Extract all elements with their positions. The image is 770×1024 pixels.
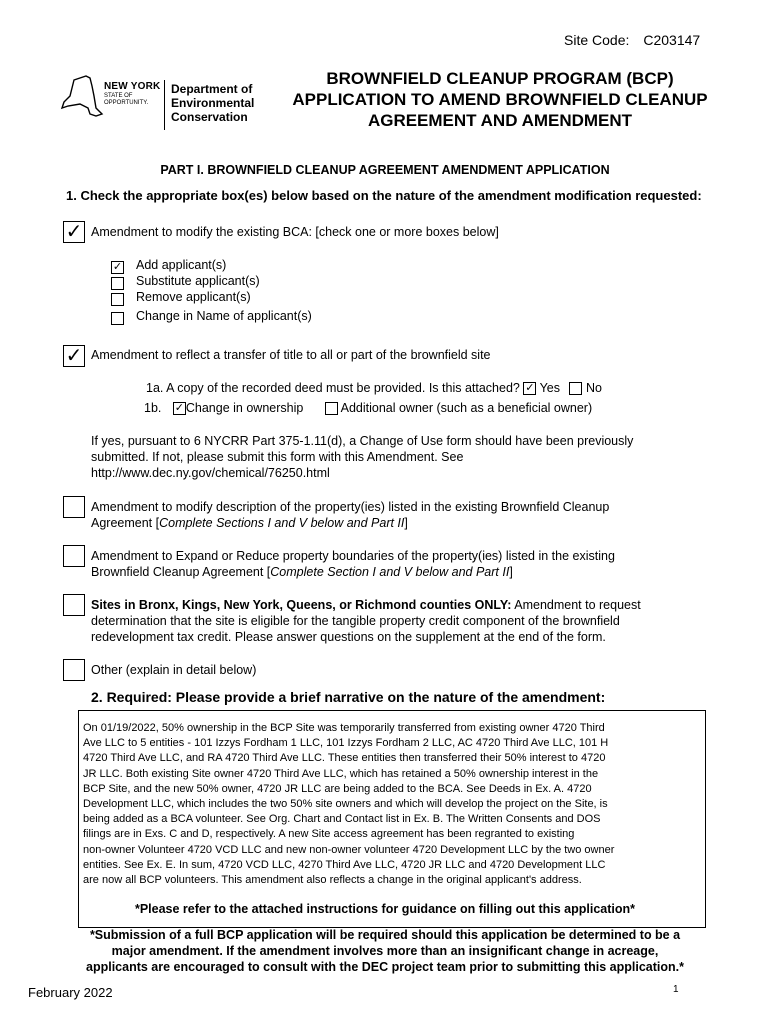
transfer-title-checkbox[interactable] [63, 345, 85, 367]
checkmark-icon: ✓ [65, 345, 83, 367]
part-heading: PART I. BROWNFIELD CLEANUP AGREEMENT AMENDMENT APPLICATION [160, 163, 610, 177]
narrative-line: non-owner Volunteer 4720 VCD LLC and new non-owner volunteer 4720 Development LLC by the two owner [83, 843, 615, 856]
additional-owner-checkbox[interactable] [325, 402, 338, 415]
logo-state-tagline: STATE OF OPPORTUNITY. [104, 93, 149, 106]
change-ownership-checkbox[interactable]: ✓ [174, 402, 184, 415]
narrative-line: filings are in Exs. C and D, respectively. A new Site access agreement has been regranted to existing [83, 828, 575, 841]
narrative-line: BCP Site, and the new 50% owner, 4720 JR LLC are being added to the BCA. See Deeds in Ex. A. 4720 [83, 782, 592, 795]
other-label: Other (explain in detail below) [91, 663, 257, 677]
narrative-line: Ave LLC to 5 entities - 101 Izzys Fordham 1 LLC, 101 Izzys Fordham 2 LLC, AC 4720 Third Ave LLC, 101 H [83, 737, 609, 750]
add-applicant-label: Add applicant(s) [136, 258, 227, 272]
additional-owner-label: Additional owner (such as a beneficial owner) [340, 401, 593, 415]
logo-department-name: Department of Environmental Conservation [171, 82, 255, 124]
narrative-line: On 01/19/2022, 50% ownership in the BCP Site was temporarily transferred from existing owner 4720 Third [83, 722, 605, 734]
narrative-text [83, 721, 701, 888]
modify-description-checkbox[interactable] [63, 496, 85, 518]
deed-attached-yes-checkbox[interactable]: ✓ [525, 382, 535, 395]
nyc-sites-label: Sites in Bronx, Kings, New York, Queens, or Richmond counties ONLY: Amendment to request determination that the site is eligible for the tangible property credit component of the brownfield redevelopment tax credit. Please answer questions on the supplement at the end of the form. [91, 598, 641, 644]
remove-applicant-label: Remove applicant(s) [136, 290, 251, 304]
narrative-line: are now all BCP volunteers. This amendment also reflects a change in the original applicant's address. [83, 874, 582, 887]
change-ownership-label: Change in ownership [185, 401, 304, 415]
modify-bca-checkbox[interactable] [63, 221, 85, 243]
dec-logo [60, 74, 270, 134]
substitute-applicant-label: Substitute applicant(s) [136, 274, 260, 288]
transfer-title-label: Amendment to reflect a transfer of title to all or part of the brownfield site [91, 348, 491, 362]
change-name-checkbox[interactable] [111, 312, 124, 325]
other-checkbox[interactable] [63, 659, 85, 681]
instructions-note: *Please refer to the attached instructions for guidance on filling out this application* [134, 902, 636, 916]
narrative-line: JR LLC. Both existing Site owner 4720 Third Ave LLC, which has retained a 50% ownership interest in the [83, 767, 599, 780]
site-code-value: C203147 [643, 32, 701, 48]
submission-note: *Submission of a full BCP application will be required should this application be determined to be a major amendment. If the amendment involves more than an insignificant change in acreage, applicants are encouraged to consult with the DEC project team prior to submitting this application.* [86, 928, 684, 974]
deed-attached-no-checkbox[interactable] [569, 382, 582, 395]
expand-reduce-checkbox[interactable] [63, 545, 85, 567]
remove-applicant-checkbox[interactable] [111, 293, 124, 306]
question-2: 2. Required: Please provide a brief narrative on the nature of the amendment: [91, 689, 606, 705]
expand-reduce-label: Amendment to Expand or Reduce property boundaries of the property(ies) listed in the existing Brownfield Cleanup Agreement [Complete Section I and V below and Part II] [91, 549, 615, 579]
no-label: No [585, 381, 602, 395]
site-code [564, 32, 700, 48]
logo-state-name: NEW YORK [104, 81, 161, 92]
modify-description-label: Amendment to modify description of the property(ies) listed in the existing Brownfield Cleanup Agreement [Complete Sections I and V below and Part II] [91, 500, 610, 530]
site-code-label: Site Code: [564, 32, 630, 48]
narrative-line: 4720 Third Ave LLC, and RA 4720 Third Ave LLC. These entities then transferred their 50% interest to 4720 [83, 752, 606, 765]
checkmark-icon: ✓ [65, 221, 83, 243]
add-applicant-checkbox[interactable]: ✓ [112, 261, 123, 274]
substitute-applicant-checkbox[interactable] [111, 277, 124, 290]
change-name-label: Change in Name of applicant(s) [136, 309, 312, 323]
change-of-use-note: If yes, pursuant to 6 NYCRR Part 375-1.11(d), a Change of Use form should have been previously submitted. If not, please submit this form with this Amendment. See http://www.dec.ny.gov/chemical/76250.html [91, 434, 634, 480]
new-york-state-outline-icon [60, 74, 104, 122]
yes-label: Yes [539, 381, 560, 395]
question-1: 1. Check the appropriate box(es) below based on the nature of the amendment modification requested: [66, 188, 702, 203]
nyc-sites-checkbox[interactable] [63, 594, 85, 616]
footer-date: February 2022 [28, 985, 113, 1000]
logo-divider [164, 80, 165, 130]
page-number: 1 [673, 984, 679, 995]
question-1a: 1a. A copy of the recorded deed must be provided. Is this attached? ✓ Yes No [146, 381, 602, 395]
narrative-line: entities. See Ex. E. In sum, 4720 VCD LLC, 4270 Third Ave LLC, 4720 JR LLC and 4720 Development LLC [83, 858, 606, 871]
narrative-line: being added as a BCA volunteer. See Org. Chart and Contact list in Ex. B. The Written Consents and DOS [83, 813, 601, 826]
change-of-use-link[interactable]: http://www.dec.ny.gov/chemical/76250.html [91, 466, 330, 480]
document-title: BROWNFIELD CLEANUP PROGRAM (BCP) APPLICATION TO AMEND BROWNFIELD CLEANUP AGREEMENT AND AMENDMENT [292, 69, 708, 130]
narrative-line: Development LLC, which includes the two 50% site owners and which will develop the project on the Site, is [83, 798, 608, 811]
narrative-textarea[interactable] [78, 710, 706, 928]
modify-bca-label: Amendment to modify the existing BCA: [check one or more boxes below] [91, 225, 499, 239]
question-1b: 1b. ✓ Change in ownership Additional owner (such as a beneficial owner) [144, 401, 593, 415]
